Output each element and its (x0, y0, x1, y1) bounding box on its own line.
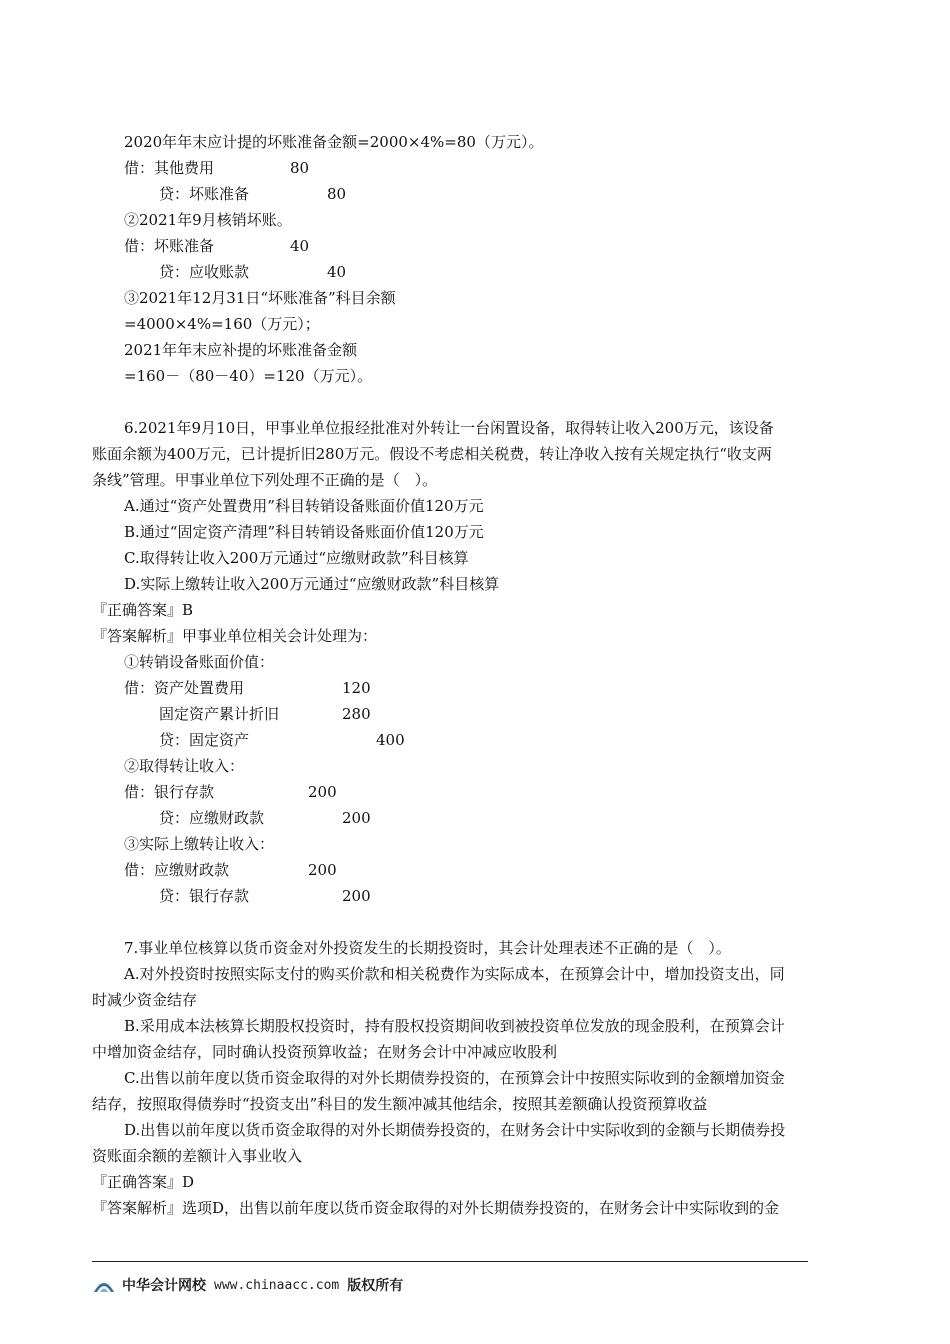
line-text: 『答案解析』甲事业单位相关会计处理为： (92, 627, 378, 645)
line-text: 资账面余额的差额计入事业收入 (92, 1147, 303, 1165)
entry-amount: 80 (327, 185, 347, 203)
line-text: 2020年年末应计提的坏账准备金额=2000×4%=80（万元）。 (124, 133, 544, 151)
text-line (124, 1120, 785, 1140)
line-text: ③实际上缴转让收入： (124, 835, 275, 853)
line-text: ②取得转让收入： (124, 757, 245, 775)
line-text: B.通过“固定资产清理”科目转销设备账面价值120万元 (124, 523, 484, 541)
text-line (124, 548, 469, 568)
line-text: ②2021年9月核销坏账。 (124, 211, 292, 229)
text-line (124, 964, 785, 984)
text-line (92, 470, 437, 490)
journal-entry-line (159, 808, 264, 828)
text-line (92, 990, 197, 1010)
chinaacc-logo-icon (92, 1274, 116, 1296)
line-text: 固定资产累计折旧 (159, 705, 280, 723)
journal-entry-line (159, 184, 249, 204)
journal-entry-line (159, 730, 249, 750)
line-text: 借：应缴财政款 (124, 861, 230, 879)
text-line (92, 1172, 194, 1192)
journal-entry-line (124, 678, 244, 698)
line-text: 6.2021年9月10日，甲事业单位报经批准对外转让一台闲置设备，取得转让收入200万元，该设备 (124, 419, 774, 437)
text-line (92, 1146, 302, 1166)
text-line (124, 1068, 785, 1088)
entry-amount: 280 (342, 705, 371, 723)
line-text: =160－（80－40）=120（万元）。 (124, 367, 373, 385)
footer-rights: 版权所有 (347, 1278, 404, 1294)
entry-amount: 40 (327, 263, 347, 281)
journal-entry-line (159, 886, 249, 906)
line-text: ①转销设备账面价值： (124, 653, 275, 671)
line-text: 贷：应收账款 (159, 263, 250, 281)
text-line (92, 1042, 557, 1062)
footer-brand: 中华会计网校 (122, 1278, 206, 1294)
text-line (124, 652, 274, 672)
text-line (124, 340, 357, 360)
line-text: 贷：坏账准备 (159, 185, 250, 203)
line-text: A.对外投资时按照实际支付的购买价款和相关税费作为实际成本，在预算会计中，增加投资支出，同 (124, 965, 785, 983)
line-text: 借：资产处置费用 (124, 679, 245, 697)
line-text: 7.事业单位核算以货币资金对外投资发生的长期投资时，其会计处理表述不正确的是（ ）。 (124, 939, 731, 957)
text-line (124, 132, 543, 152)
text-line (124, 210, 292, 230)
text-line (92, 600, 193, 620)
entry-amount: 120 (342, 679, 371, 697)
entry-amount: 200 (308, 861, 337, 879)
entry-amount: 40 (290, 237, 310, 255)
text-line (124, 834, 274, 854)
journal-entry-line (124, 860, 229, 880)
line-text: 结存，按照取得债券时“投资支出”科目的发生额冲减其他结余，按照其差额确认投资预算收益 (92, 1095, 708, 1113)
footer (92, 1272, 403, 1298)
line-text: 时减少资金结存 (92, 991, 198, 1009)
text-line (124, 756, 244, 776)
line-text: 借：坏账准备 (124, 237, 215, 255)
line-text: 『正确答案』D (92, 1173, 195, 1191)
entry-amount: 200 (342, 887, 371, 905)
journal-entry-line (159, 704, 279, 724)
line-text: A.通过“资产处置费用”科目转销设备账面价值120万元 (124, 497, 484, 515)
journal-entry-line (124, 158, 214, 178)
line-text: C.取得转让收入200万元通过“应缴财政款”科目核算 (124, 549, 469, 567)
journal-entry-line (124, 782, 214, 802)
entry-amount: 80 (290, 159, 310, 177)
line-text: D.实际上缴转让收入200万元通过“应缴财政款”科目核算 (124, 575, 500, 593)
line-text: D.出售以前年度以货币资金取得的对外长期债券投资的，在财务会计中实际收到的金额与长期债券投 (124, 1121, 786, 1139)
line-text: 贷：应缴财政款 (159, 809, 265, 827)
line-text: 借：其他费用 (124, 159, 215, 177)
text-line (124, 574, 499, 594)
text-line (92, 1198, 779, 1218)
line-text: 贷：固定资产 (159, 731, 250, 749)
entry-amount: 200 (308, 783, 337, 801)
text-line (124, 496, 484, 516)
line-text: =4000×4%=160（万元）； (124, 315, 320, 333)
line-text: C.出售以前年度以货币资金取得的对外长期债券投资的，在预算会计中按照实际收到的金额增加资金 (124, 1069, 785, 1087)
line-text: 账面余额为400万元，已计提折旧280万元。假设不考虑相关税费，转让净收入按有关规定执行“收支两 (92, 445, 772, 463)
text-line (92, 444, 772, 464)
text-line (124, 1016, 785, 1036)
entry-amount: 400 (376, 731, 405, 749)
text-line (124, 418, 774, 438)
footer-site-link[interactable]: www.chinaacc.com (214, 1277, 340, 1293)
line-text: 『正确答案』B (92, 601, 194, 619)
journal-entry-line (159, 262, 249, 282)
text-line (124, 522, 484, 542)
entry-amount: 200 (342, 809, 371, 827)
text-line (92, 626, 377, 646)
text-line (124, 288, 396, 308)
line-text: 『答案解析』选项D，出售以前年度以货币资金取得的对外长期债券投资的，在财务会计中实际收到的金 (92, 1199, 780, 1217)
text-line (92, 1094, 707, 1114)
line-text: 借：银行存款 (124, 783, 215, 801)
text-line (124, 938, 731, 958)
line-text: 贷：银行存款 (159, 887, 250, 905)
line-text: B.采用成本法核算长期股权投资时，持有股权投资期间收到被投资单位发放的现金股利，在预算会计 (124, 1017, 785, 1035)
journal-entry-line (124, 236, 214, 256)
text-line (124, 366, 372, 386)
line-text: ③2021年12月31日“坏账准备”科目余额 (124, 289, 396, 307)
line-text: 中增加资金结存，同时确认投资预算收益；在财务会计中冲减应收股利 (92, 1043, 558, 1061)
line-text: 条线”管理。甲事业单位下列处理不正确的是（ ）。 (92, 471, 438, 489)
text-line (124, 314, 320, 334)
footer-divider (92, 1261, 808, 1262)
line-text: 2021年年末应补提的坏账准备金额 (124, 341, 358, 359)
